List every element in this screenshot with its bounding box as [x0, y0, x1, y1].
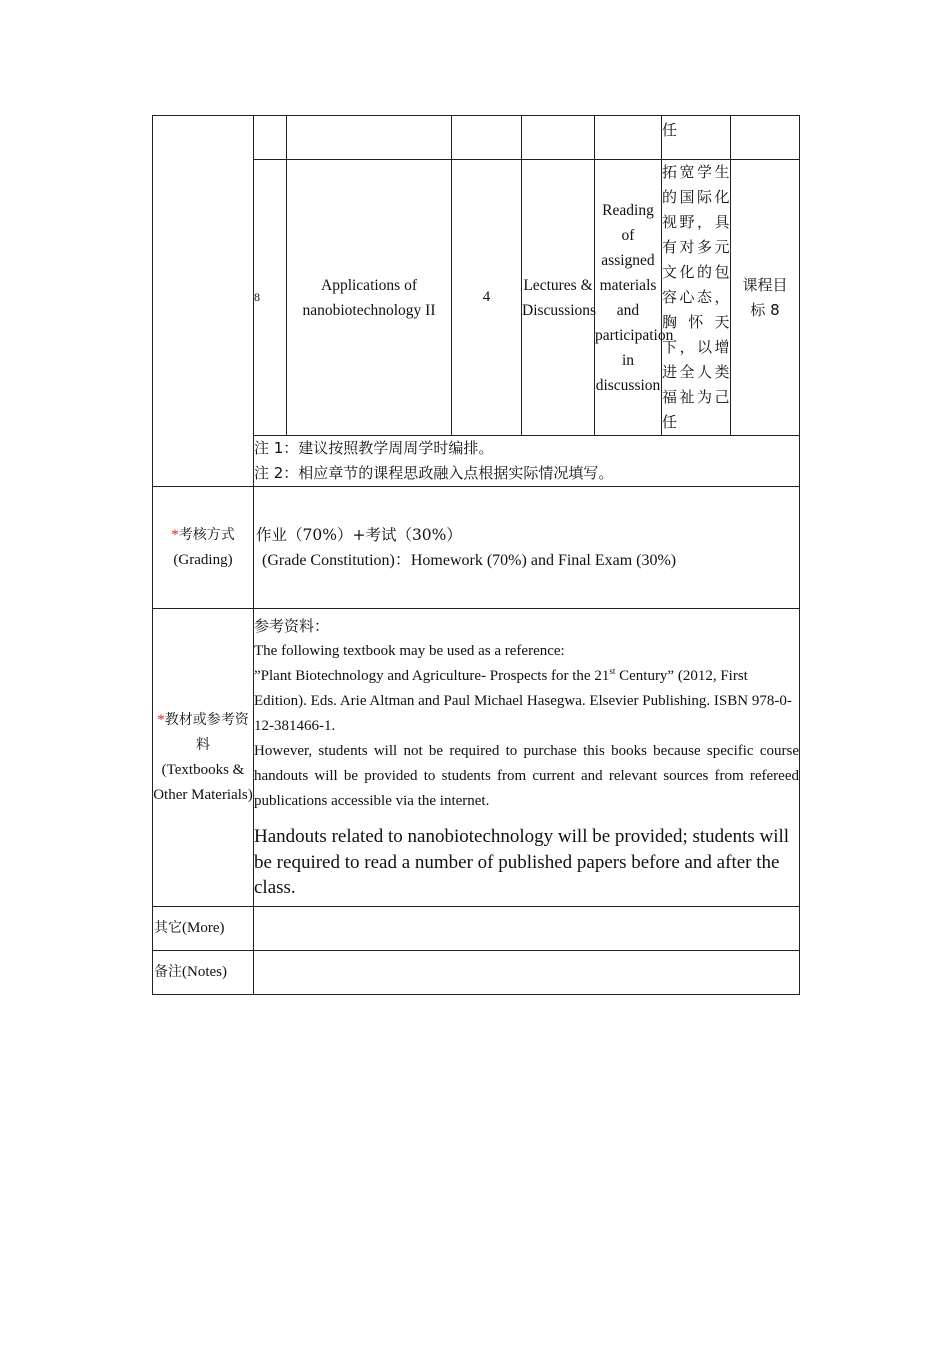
remarks-row — [153, 951, 800, 995]
grading-row — [153, 487, 800, 609]
more-row — [153, 907, 800, 951]
remarks-value — [254, 951, 800, 995]
required-star: * — [157, 711, 165, 728]
materials-label-cn: 教材或参考资料 — [164, 711, 249, 753]
materials-content — [254, 609, 800, 907]
remarks-label-cn: 备注 — [154, 964, 182, 980]
grading-line-cn: 作业（70%）+考试（30%） — [256, 525, 462, 544]
topic: Applications of nanobiotechnology II — [287, 160, 452, 436]
materials-citation — [254, 664, 799, 739]
grading-label-cn: 考核方式 — [178, 526, 235, 543]
citation-text-end: Century” (2012, First Edition). Eds. Arie Altman and Paul Michael Hasegwa. Elsevier Publishing. ISBN 978-0-12-381466-1. — [254, 668, 792, 735]
row-number-cell — [254, 116, 287, 160]
grading-label-en: (Grading) — [173, 551, 233, 568]
materials-label-en: (Textbooks & Other Materials) — [153, 761, 253, 803]
hours: 4 — [452, 160, 522, 436]
more-label — [153, 907, 254, 951]
materials-heading: 参考资料： — [254, 617, 330, 636]
more-label-cn: 其它 — [154, 920, 182, 936]
ideology-cell — [662, 116, 731, 160]
hours-cell — [452, 116, 522, 160]
syllabus-table — [152, 115, 800, 995]
grading-content — [254, 487, 800, 609]
materials-note: However, students will not be required to purchase this books because specific course handouts will be provided to students from current and relevant sources from refereed publications accessible via the internet. — [254, 743, 799, 810]
course-objective: 课程目标 8 — [731, 160, 800, 436]
ideology-points: 拓宽学生的国际化视野，具有对多元文化的包容心态，胸怀天下，以增进全人类福祉为己任 — [662, 160, 731, 436]
grading-label — [153, 487, 254, 609]
remarks-label — [153, 951, 254, 995]
notes-cell — [254, 436, 800, 487]
citation-superscript: st — [609, 666, 616, 677]
materials-intro: The following textbook may be used as a reference: — [254, 643, 565, 660]
note-1: 注 1：建议按照教学周周学时编排。 — [254, 439, 494, 457]
method-cell — [522, 116, 595, 160]
objective-cell — [731, 116, 800, 160]
activities-cell — [595, 116, 662, 160]
citation-text-start: ”Plant Biotechnology and Agriculture- Prospects for the 21 — [254, 668, 610, 685]
row-number: 8 — [254, 160, 287, 436]
materials-row — [153, 609, 800, 907]
grading-line-en: (Grade Constitution)：Homework (70%) and Final Exam (30%) — [262, 551, 677, 569]
note-2: 注 2：相应章节的课程思政融入点根据实际情况填写。 — [254, 464, 614, 482]
schedule-label-cell — [153, 116, 254, 487]
schedule-row-continued — [153, 116, 800, 160]
ideology-tail: 任 — [662, 121, 678, 139]
teaching-method: Lectures & Discussions — [522, 160, 595, 436]
remarks-label-en: (Notes) — [182, 964, 227, 980]
required-star: * — [171, 526, 179, 543]
activities: Reading of assigned materials and participation in discussion — [595, 160, 662, 436]
more-label-en: (More) — [182, 920, 225, 936]
materials-label — [153, 609, 254, 907]
topic-cell — [287, 116, 452, 160]
materials-handouts: Handouts related to nanobiotechnology will be provided; students will be required to read a number of published papers before and after the class. — [254, 826, 790, 899]
more-value — [254, 907, 800, 951]
